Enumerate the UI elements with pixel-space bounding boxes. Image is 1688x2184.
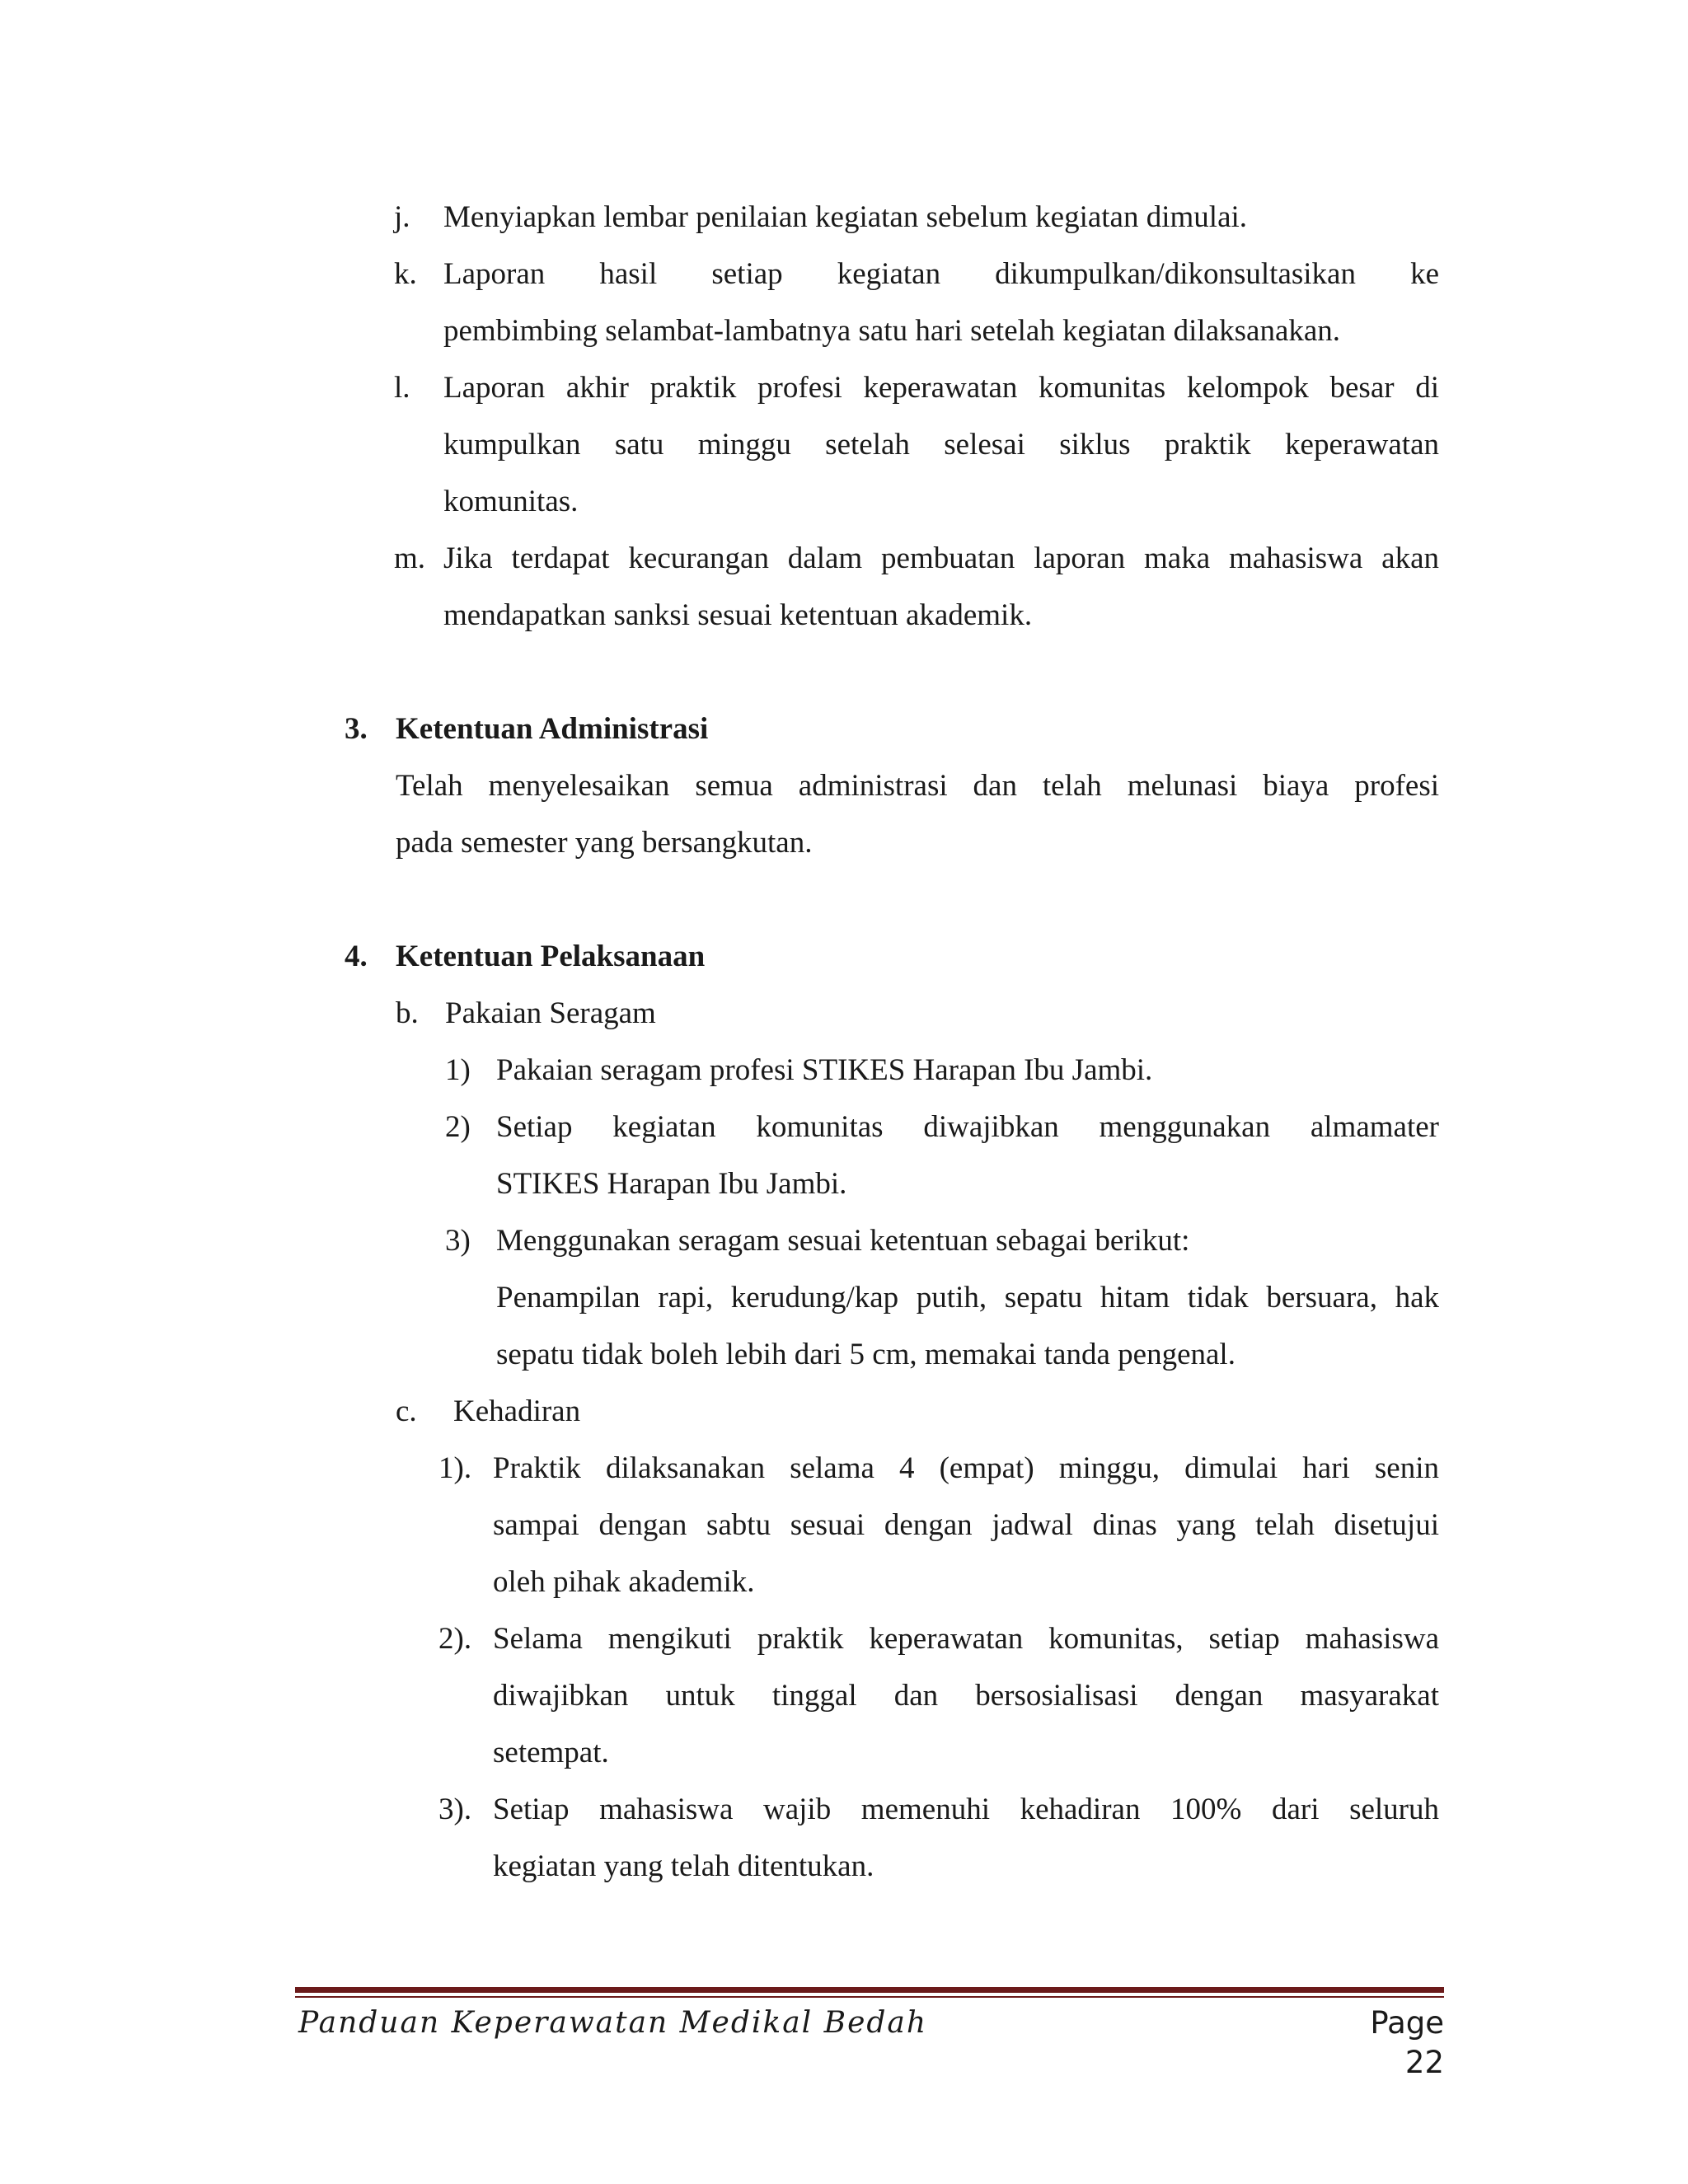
sub-c-item-2-line-2: diwajibkan untuk tinggal dan bersosialisasi dengan masyarakat — [493, 1679, 1439, 1713]
sub-b-item-1-line-1: Pakaian seragam profesi STIKES Harapan Ibu Jambi. — [496, 1053, 1153, 1087]
sub-c-item-3-marker: 3). — [438, 1793, 472, 1826]
sub-b-item-1-marker: 1) — [445, 1053, 471, 1087]
list-item-m-line-1: Jika terdapat kecurangan dalam pembuatan laporan maka mahasiswa akan — [443, 541, 1439, 575]
list-item-l-line-3: komunitas. — [443, 485, 579, 518]
sub-b-marker: b. — [396, 996, 419, 1030]
list-marker-m: m. — [394, 541, 426, 575]
list-item-j-line-1: Menyiapkan lembar penilaian kegiatan sebelum kegiatan dimulai. — [443, 200, 1248, 234]
footer-rule-thin — [295, 1996, 1444, 1998]
sub-c-item-2-marker: 2). — [438, 1622, 472, 1656]
sub-b-item-3-line-1: Menggunakan seragam sesuai ketentuan sebagai berikut: — [496, 1224, 1190, 1258]
page-number: Page 22 — [1370, 2005, 1444, 2080]
section-3-line-2: pada semester yang bersangkutan. — [396, 826, 813, 860]
sub-c-item-2-line-1: Selama mengikuti praktik keperawatan komunitas, setiap mahasiswa — [493, 1622, 1439, 1656]
sub-c-item-3-line-1: Setiap mahasiswa wajib memenuhi kehadiran 100% dari seluruh — [493, 1793, 1439, 1826]
list-marker-j: j. — [394, 200, 410, 234]
list-item-l-line-2: kumpulkan satu minggu setelah selesai siklus praktik keperawatan — [443, 428, 1439, 462]
list-item-m-line-2: mendapatkan sanksi sesuai ketentuan akademik. — [443, 598, 1033, 632]
list-item-l-line-1: Laporan akhir praktik profesi keperawatan komunitas kelompok besar di — [443, 371, 1439, 405]
sub-b-item-3-marker: 3) — [445, 1224, 471, 1258]
list-marker-k: k. — [394, 257, 417, 291]
list-item-k-line-1: Laporan hasil setiap kegiatan dikumpulkan/dikonsultasikan ke — [443, 257, 1439, 291]
sub-c-item-1-marker: 1). — [438, 1451, 472, 1485]
sub-c-item-2-line-3: setempat. — [493, 1736, 609, 1769]
footer-title: Panduan Keperawatan Medikal Bedah — [298, 2006, 928, 2040]
section-3-number: 3. — [345, 712, 368, 746]
section-4-heading: Ketentuan Pelaksanaan — [396, 940, 706, 973]
sub-c-item-1-line-2: sampai dengan sabtu sesuai dengan jadwal dinas yang telah disetujui — [493, 1508, 1439, 1542]
sub-c-item-1-line-1: Praktik dilaksanakan selama 4 (empat) minggu, dimulai hari senin — [493, 1451, 1439, 1485]
list-item-k-line-2: pembimbing selambat-lambatnya satu hari setelah kegiatan dilaksanakan. — [443, 314, 1341, 348]
sub-b-item-3-line-3: sepatu tidak boleh lebih dari 5 cm, memakai tanda pengenal. — [496, 1338, 1236, 1371]
sub-b-item-2-marker: 2) — [445, 1110, 471, 1144]
section-3-line-1: Telah menyelesaikan semua administrasi dan telah melunasi biaya profesi — [396, 769, 1439, 803]
sub-b-item-2-line-1: Setiap kegiatan komunitas diwajibkan menggunakan almamater — [496, 1110, 1439, 1144]
sub-c-label: Kehadiran — [453, 1394, 581, 1428]
sub-c-item-3-line-2: kegiatan yang telah ditentukan. — [493, 1849, 874, 1883]
section-4-number: 4. — [345, 940, 368, 973]
section-3-heading: Ketentuan Administrasi — [396, 712, 709, 746]
sub-c-item-1-line-3: oleh pihak akademik. — [493, 1565, 755, 1599]
sub-b-item-3-line-2: Penampilan rapi, kerudung/kap putih, sepatu hitam tidak bersuara, hak — [496, 1281, 1439, 1315]
sub-c-marker: c. — [396, 1394, 417, 1428]
sub-b-item-2-line-2: STIKES Harapan Ibu Jambi. — [496, 1167, 847, 1201]
list-marker-l: l. — [394, 371, 410, 405]
sub-b-label: Pakaian Seragam — [445, 996, 656, 1030]
footer-rule — [295, 1987, 1444, 1993]
